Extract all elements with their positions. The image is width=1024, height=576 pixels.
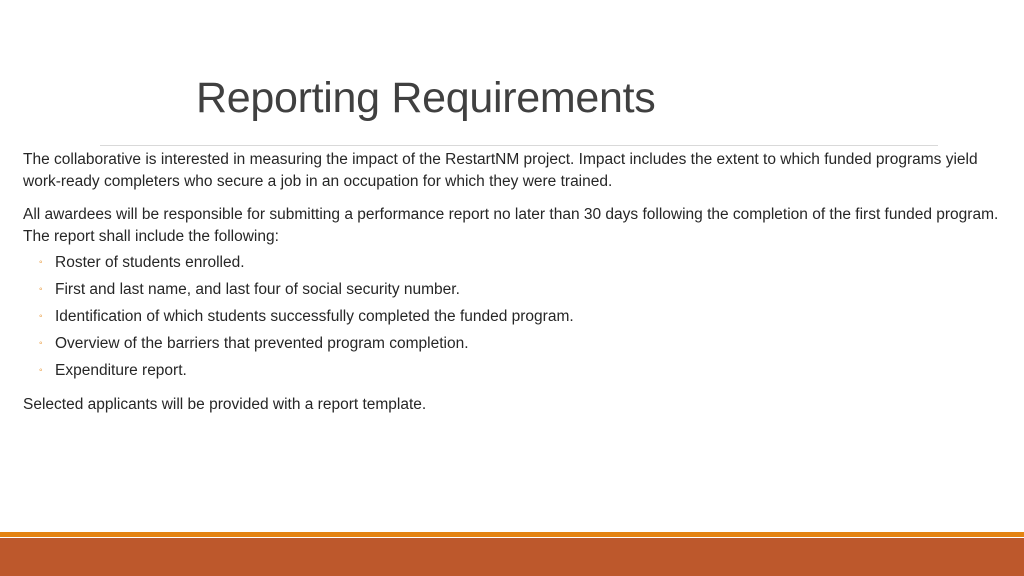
bullet-circle-icon: ◦ [39, 311, 43, 322]
slide-title: Reporting Requirements [196, 74, 656, 122]
list-item [23, 276, 1008, 303]
bullet-circle-icon: ◦ [39, 338, 43, 349]
list-item [23, 357, 1008, 384]
list-item-text: First and last name, and last four of social security number. [55, 281, 460, 298]
list-item [23, 249, 1008, 276]
title-divider [100, 145, 938, 146]
footer-accent-stripe [0, 532, 1024, 537]
requirements-list [23, 249, 1008, 384]
footer-band [0, 538, 1024, 576]
bullet-circle-icon: ◦ [39, 284, 43, 295]
list-item-text: Roster of students enrolled. [55, 254, 245, 271]
bullet-circle-icon: ◦ [39, 365, 43, 376]
closing-paragraph: Selected applicants will be provided with a report template. [23, 396, 427, 413]
slide-body [23, 149, 1008, 428]
list-item-text: Expenditure report. [55, 362, 187, 379]
requirements-paragraph: All awardees will be responsible for submitting a performance report no later than 30 days following the completion of the first funded program. The report shall include the following: [23, 206, 999, 245]
list-item-text: Identification of which students successfully completed the funded program. [55, 308, 574, 325]
list-item-text: Overview of the barriers that prevented program completion. [55, 335, 469, 352]
intro-paragraph: The collaborative is interested in measuring the impact of the RestartNM project. Impact includes the extent to which funded programs yield work-ready completers who secure a job in an occupation for which they were trained. [23, 151, 978, 190]
list-item [23, 330, 1008, 357]
list-item [23, 303, 1008, 330]
bullet-circle-icon: ◦ [39, 257, 43, 268]
